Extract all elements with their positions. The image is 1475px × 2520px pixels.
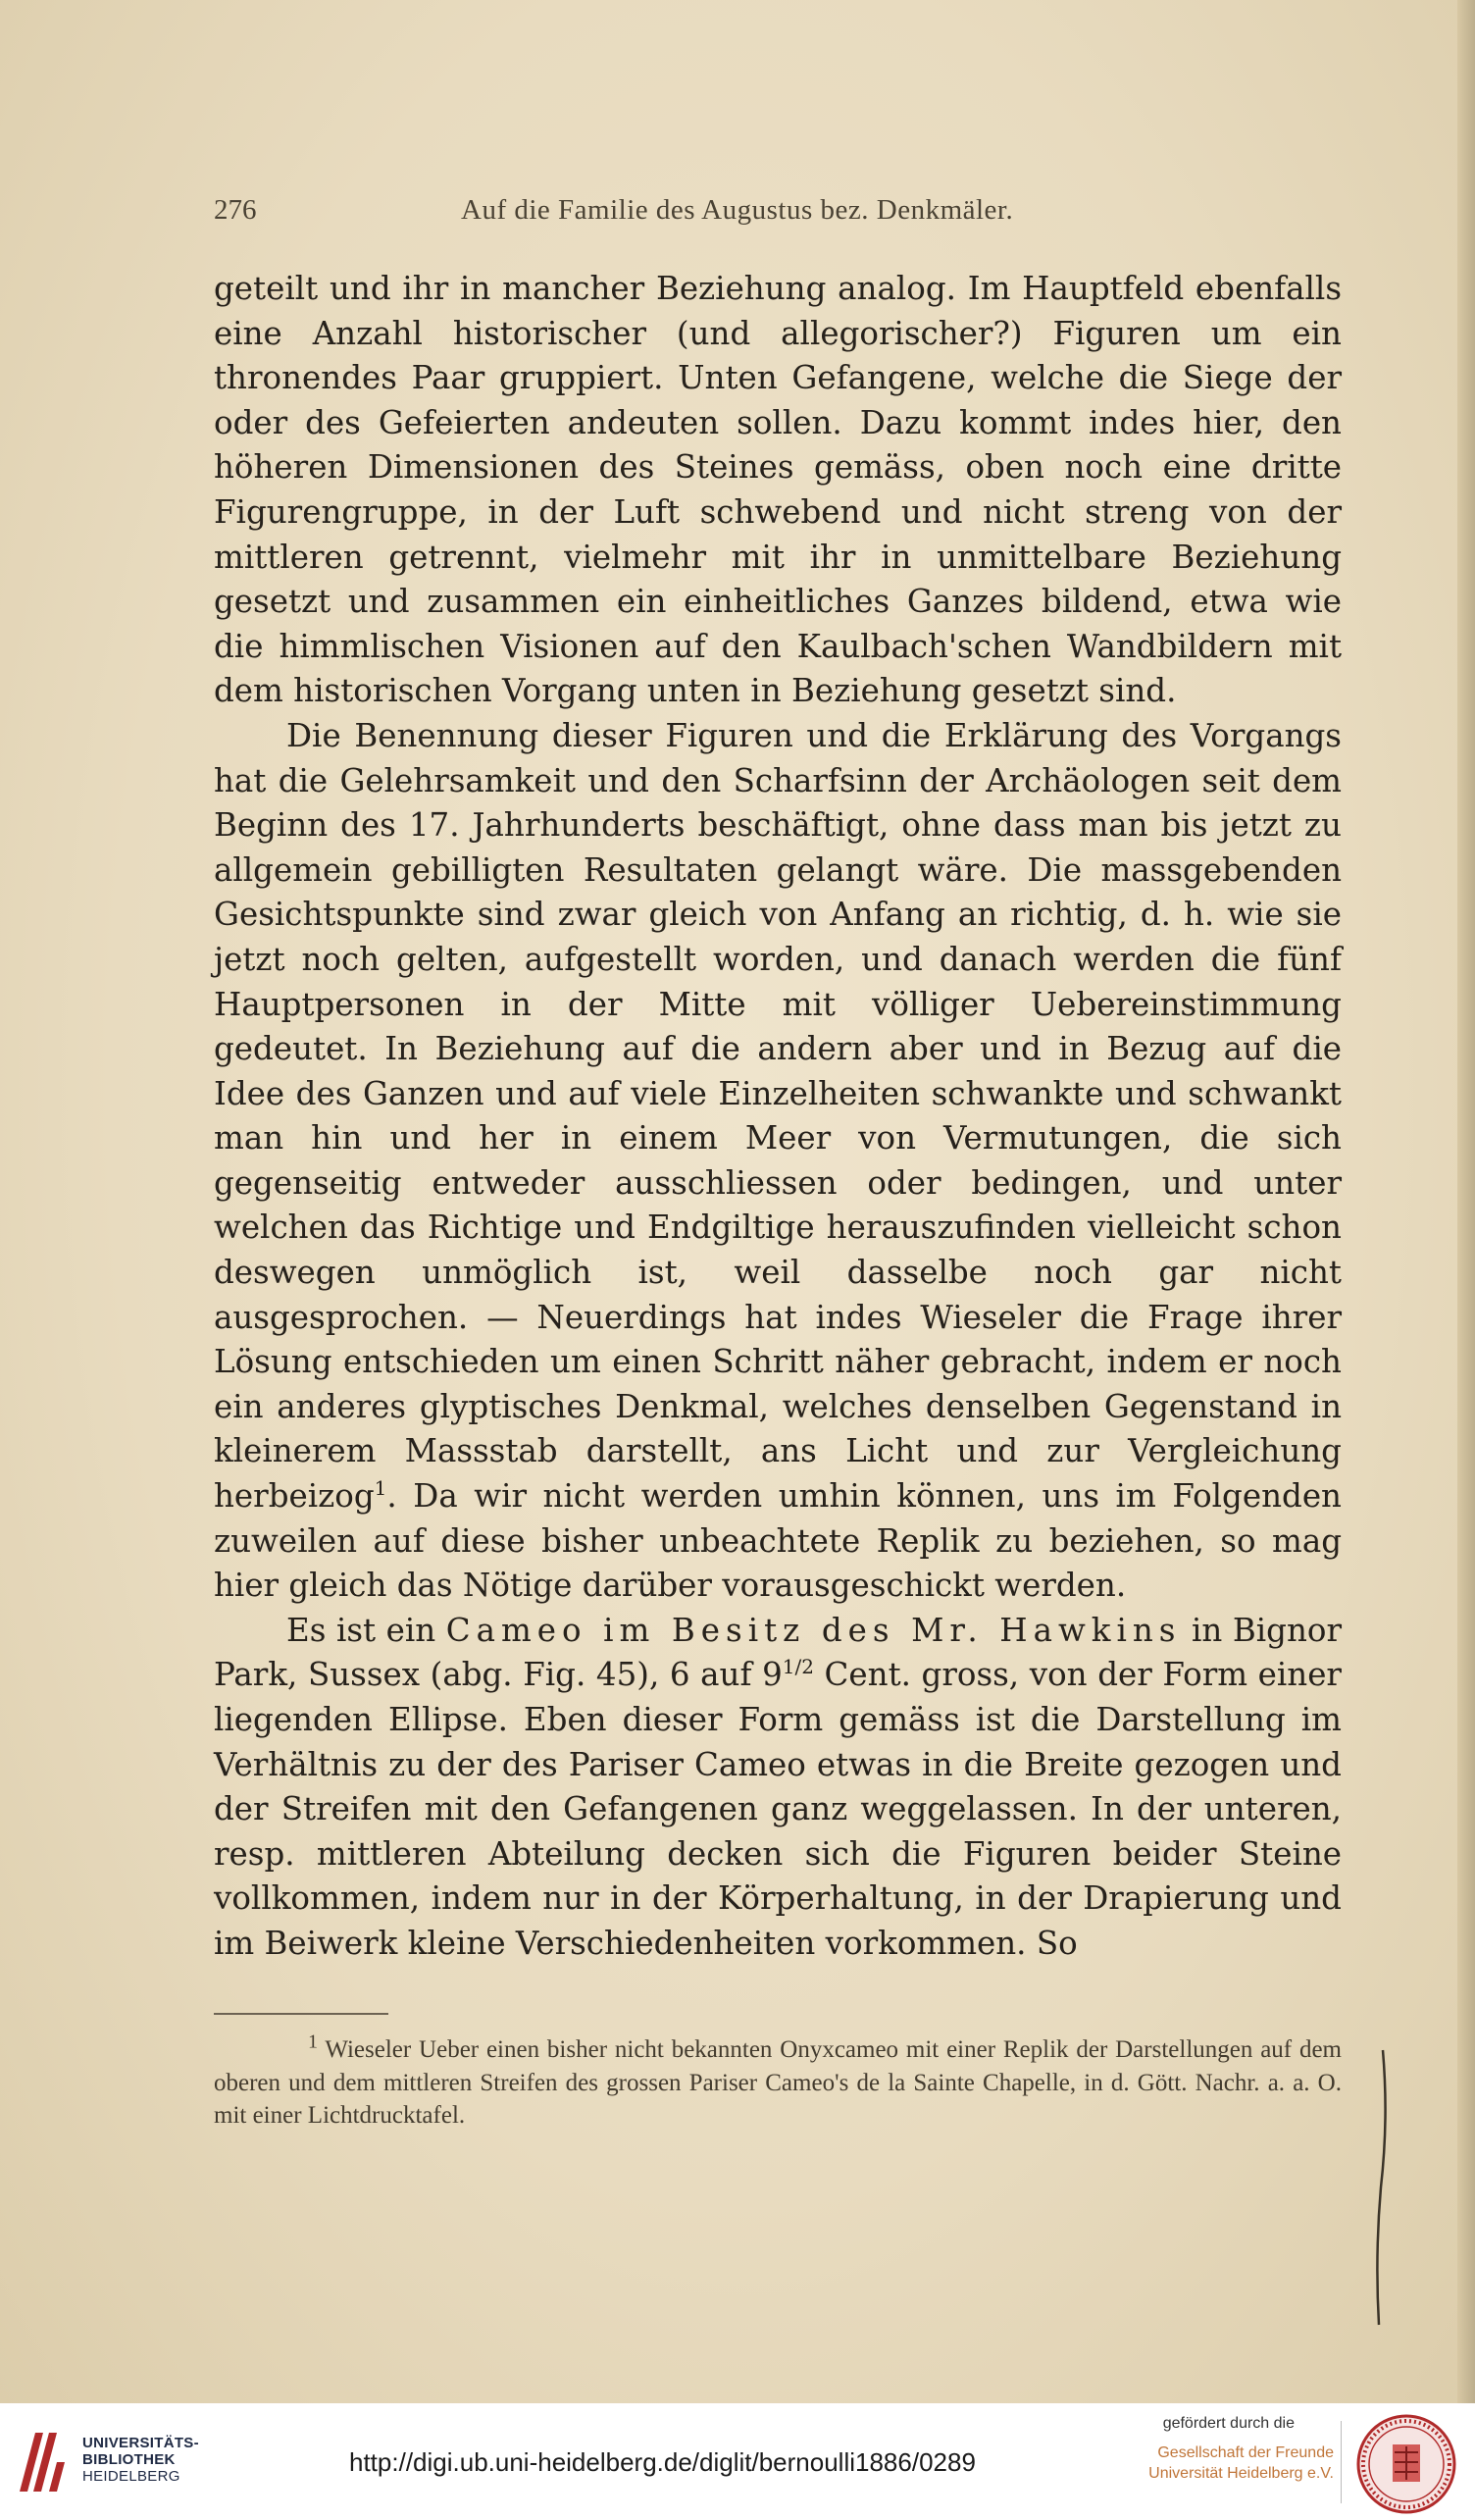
footnote xyxy=(214,2033,1342,2133)
sponsor-name-line2[interactable]: Universität Heidelberg e.V. xyxy=(1148,2465,1334,2482)
page-edge xyxy=(1457,0,1475,2403)
library-name-line3: HEIDELBERG xyxy=(82,2468,180,2485)
pencil-margin-mark xyxy=(1353,2040,1393,2335)
footnote-marker: 1 xyxy=(308,2031,318,2053)
library-name-line2: BIBLIOTHEK xyxy=(82,2451,176,2468)
paragraph-1: geteilt und ihr in mancher Beziehung analog. Im Hauptfeld ebenfalls eine Anzahl historischer (und allegorischer?) Figuren um ein thronendes Paar gruppiert. Unten Gefangene, welche die Siege der oder des Gefeierten andeuten sollen. Dazu kommt indes hier, den höheren Dimensionen des Steines gemäss, oben noch eine dritte Figurengruppe, in der Luft schwebend und nicht streng von der mittleren getrennt, vielmehr mit ihr in unmittelbare Beziehung gesetzt und zusammen ein einheitliches Ganzes bildend, etwa wie die himmlischen Visionen auf den Kaulbach'schen Wandbildern mit dem historischen Vorgang unten in Beziehung gesetzt sind. xyxy=(214,270,1342,710)
footer-divider xyxy=(1341,2421,1342,2503)
sponsor-block xyxy=(1079,2415,1334,2484)
paragraph-3-start: Es ist ein xyxy=(286,1611,446,1649)
paragraph-3-mid: in Bignor Park, Sussex (abg. Fig. 45), 6 auf 9 xyxy=(214,1611,1343,1694)
paragraph-2-text-continued: . Da wir nicht werden umhin können, uns im Folgenden zuweilen auf diese bisher unbeachtete Replik zu beziehen, so mag hier gleich das Nötige darüber vorausgeschickt werden. xyxy=(214,1477,1342,1605)
running-title: Auf die Familie des Augustus bez. Denkmäler. xyxy=(461,194,1014,226)
footnote-text: Wieseler Ueber einen bisher nicht bekannten Onyxcameo mit einer Replik der Darstellungen auf dem oberen und dem mittleren Streifen des grossen Pariser Cameo's de la Sainte Chapelle, in d. Gött. Nachr. a. a. O. mit einer Lichtdrucktafel. xyxy=(214,2036,1342,2129)
library-logo-icon[interactable] xyxy=(14,2427,75,2497)
spaced-emphasis: Cameo im Besitz des Mr. Hawkins xyxy=(445,1611,1182,1649)
permalink[interactable]: http://digi.ub.uni-heidelberg.de/diglit/bernoulli1886/0289 xyxy=(349,2447,976,2477)
footnote-rule xyxy=(214,2013,388,2015)
footer-bar xyxy=(0,2403,1475,2520)
paragraph-3-rest: Cent. gross, von der Form einer liegenden Ellipse. Eben dieser Form gemäss ist die Darstellung im Verhältnis zu der des Pariser Cameo etwas in die Breite gezogen und der Streifen mit den Gefangenen ganz weggelassen. In der unteren, resp. mittleren Abteilung decken sich die Figuren beider Steine vollkommen, indem nur in der Körperhaltung, in der Drapierung und im Beiwerk kleine Verschiedenheiten vorkommen. So xyxy=(214,1656,1342,1962)
sponsor-name-line1[interactable]: Gesellschaft der Freunde xyxy=(1157,2444,1334,2461)
university-seal-icon[interactable] xyxy=(1355,2413,1457,2515)
running-header xyxy=(214,194,1342,243)
footnote-reference[interactable]: 1 xyxy=(374,1476,387,1501)
paragraph-2-text: Die Benennung dieser Figuren und die Erklärung des Vorgangs hat die Gelehrsamkeit und den Scharfsinn der Archäologen seit dem Beginn des 17. Jahrhunderts beschäftigt, ohne dass man bis jetzt zu allgemein gebilligten Resultaten gelangt wäre. Die massgebenden Gesichtspunkte sind zwar gleich von Anfang an richtig, d. h. wie sie jetzt noch gelten, aufgestellt worden, und danach werden die fünf Hauptpersonen in der Mitte mit völliger Uebereinstimmung gedeutet. In Beziehung auf die andern aber und in Bezug auf die Idee des Ganzen und auf viele Einzelheiten schwankte und schwankt man hin und her in einem Meer von Vermutungen, die sich gegenseitig entweder ausschliessen oder bedingen, und unter welchen das Richtige und Endgiltige herauszufinden vielleicht schon deswegen unmöglich ist, weil dasselbe noch gar nicht ausgesprochen. — Neuerdings hat indes Wieseler die Frage ihrer Lösung entschieden um einen Schritt näher gebracht, indem er noch ein anderes glyptisches Denkmal, welches denselben Gegenstand in kleinerem Massstab darstellt, ans Licht und zur Vergleichung herbeizog xyxy=(214,716,1342,1516)
library-name xyxy=(82,2435,199,2485)
fraction: 1/2 xyxy=(782,1655,814,1679)
paragraph-3 xyxy=(214,1609,1342,1967)
body-text xyxy=(214,267,1342,1967)
library-name-line1: UNIVERSITÄTS- xyxy=(82,2435,199,2451)
paragraph-2 xyxy=(214,714,1342,1609)
sponsor-label: gefördert durch die xyxy=(1162,2415,1295,2432)
page-number: 276 xyxy=(214,194,257,226)
